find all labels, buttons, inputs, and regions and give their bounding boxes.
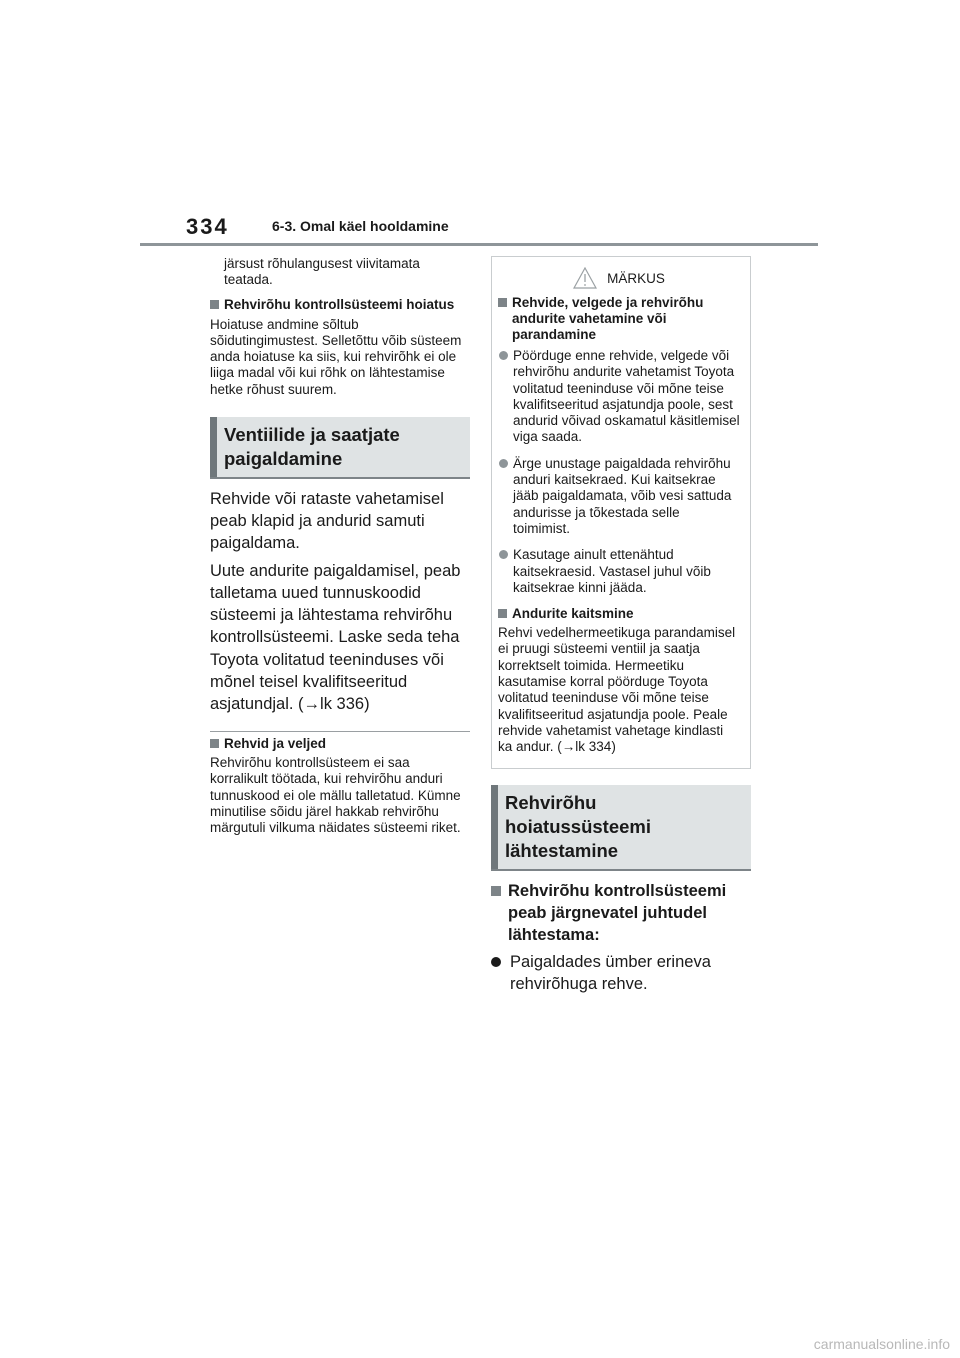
wheels-text: Rehvirõhu kontrollsüsteem ei saa korralikult töötada, kui rehvirõhu anduri tunnuskood ei ole mällu talletatud. Kümne minutilise sõidu järel hakkab rehvirõhu märgutuli vilkuma näidates süsteemi riket. (210, 755, 461, 836)
square-bullet-icon (210, 300, 219, 309)
square-bullet-icon (498, 298, 507, 307)
header-divider (140, 243, 818, 246)
band-title: Rehvirõhu hoiatussüsteemi lähtestamine (505, 791, 651, 861)
warning-text: Hoiatuse andmine sõltub sõidutingimustest. Selletõttu võib süsteem anda hoiatuse ka siis, kui rehvirõhk ei ole liiga madal või kui rõhk on lähtestamise hetke rõhust suurem. (210, 316, 462, 397)
notice-bullet: Kasutage ainult ettenähtud kaitsekraesid. Vastasel juhul võib kaitsekrae kinni jääda. (498, 547, 740, 596)
band-title: Ventiilide ja saatjate paigaldamine (224, 424, 400, 470)
paragraph-2: Uute andurite paigaldamisel, peab talletama uued tunnuskoodid süsteemi ja lähtestama rehvirõhu kontrollsüsteemi. Laske seda teha Toyota volitatud teeninduses või mõnel teisel kvalifitseeritud asjatundjal. (→lk 336) (210, 561, 461, 713)
paragraph-1: Rehvide või rataste vahetamisel peab klapid ja andurid samuti paigaldama. (210, 490, 444, 553)
warning-heading: Rehvirõhu kontrollsüsteemi hoiatus (210, 297, 470, 313)
page-header (0, 0, 960, 250)
round-bullet-icon (491, 957, 501, 967)
notice-box (491, 256, 751, 769)
square-bullet-icon (498, 609, 507, 618)
square-bullet-icon (210, 739, 219, 748)
round-bullet-icon (499, 550, 508, 559)
continued-text: järsust rõhulangusest viivitamata teatada. (224, 256, 420, 288)
notice-bullet: Ärge unustage paigaldada rehvirõhu anduri kaitsekraed. Kui kaitsekrae jääb paigaldamata, võib vesi sattuda andurisse ja tõkestada selle toimimist. (498, 456, 740, 537)
section-band-valves (210, 417, 470, 479)
notice-header (498, 265, 740, 291)
watermark: carmanualsonline.info (813, 1336, 950, 1352)
round-bullet-icon (499, 459, 508, 468)
square-bullet-icon (491, 886, 501, 896)
reset-heading: Rehvirõhu kontrollsüsteemi peab järgnevatel juhtudel lähtestama: (491, 880, 751, 947)
round-bullet-icon (499, 351, 508, 360)
page-number: 334 (186, 214, 229, 239)
section-title: 6-3. Omal käel hooldamine (272, 218, 449, 234)
wheels-heading: Rehvid ja veljed (210, 736, 470, 752)
notice-heading-2: Andurite kaitsmine (498, 606, 740, 622)
notice-text-2: Rehvi vedelhermeetikuga parandamisel ei pruugi süsteemi ventiil ja saatja korrektselt toimida. Hermeetiku kasutamise korral pöörduge Toyota volitatud teeninduse või mõne teise kvalifitseeritud asjatundja poole. Peale rehvide vahetamist vahetage kindlasti ka andur. (→lk 334) (498, 625, 736, 755)
section-band-reset (491, 785, 751, 871)
left-column (210, 256, 470, 837)
right-column (491, 256, 751, 996)
notice-heading-1: Rehvide, velgede ja rehvirõhu andurite vahetamine või parandamine (498, 295, 740, 343)
reset-bullet: Paigaldades ümber erineva rehvirõhuga rehve. (491, 951, 751, 995)
notice-bullet: Pöörduge enne rehvide, velgede või rehvirõhu andurite vahetamist Toyota volitatud teeninduse või mõne teise kvalifitseeritud asjatundja poole, sest andurid võivad oskamatul käsitlemisel viga saada. (498, 348, 740, 446)
warning-triangle-icon (573, 267, 597, 289)
notice-label: MÄRKUS (607, 270, 665, 286)
